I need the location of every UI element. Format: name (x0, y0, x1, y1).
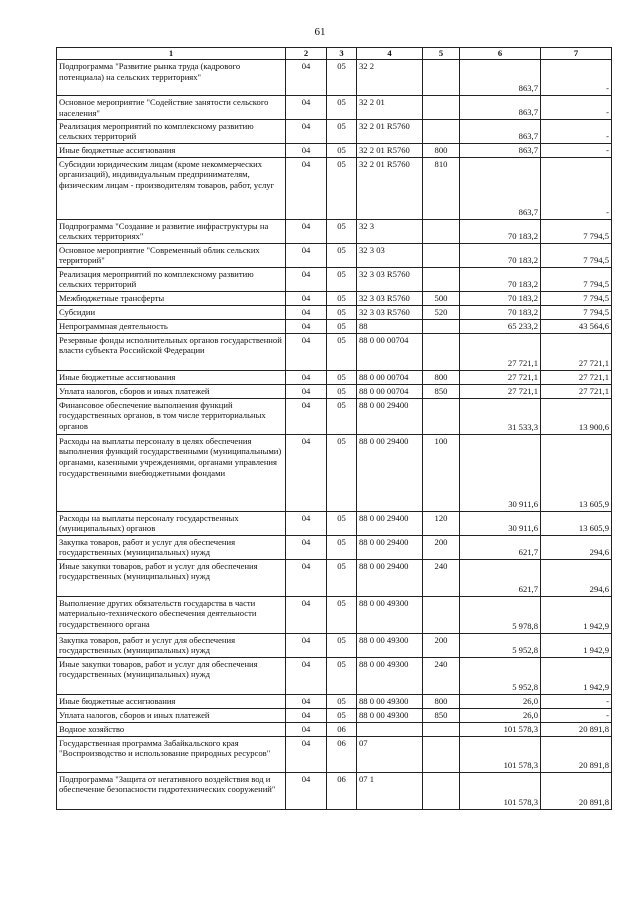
row-subsection-code-cell: 05 (327, 267, 357, 291)
row-expense-type-cell: 500 (423, 291, 460, 305)
row-amount-year1-cell: 5 952,8 (460, 633, 541, 657)
table-row (57, 305, 612, 319)
row-amount-year1-cell: 26,0 (460, 708, 541, 722)
row-amount-year2-cell: - (541, 694, 612, 708)
row-target-article-cell: 07 (357, 736, 423, 772)
row-amount-year2-cell: 20 891,8 (541, 736, 612, 772)
row-subsection-code-cell: 05 (327, 333, 357, 370)
row-expense-type-cell: 520 (423, 305, 460, 319)
row-name-cell: Основное мероприятие "Содействие занятости сельского населения" (57, 96, 286, 120)
row-subsection-code-cell: 05 (327, 305, 357, 319)
row-section-code-cell: 04 (286, 708, 327, 722)
row-expense-type-cell: 100 (423, 434, 460, 511)
row-section-code-cell: 04 (286, 398, 327, 434)
row-target-article-cell: 88 0 00 49300 (357, 633, 423, 657)
row-expense-type-cell (423, 722, 460, 736)
row-amount-year1-cell: 101 578,3 (460, 772, 541, 809)
row-section-code-cell: 04 (286, 384, 327, 398)
row-name-cell: Подпрограмма "Создание и развитие инфраструктуры на сельских территориях" (57, 219, 286, 243)
table-row (57, 511, 612, 535)
row-expense-type-cell: 120 (423, 511, 460, 535)
table-row (57, 559, 612, 596)
row-target-article-cell: 32 3 03 R5760 (357, 291, 423, 305)
row-name-cell: Непрограммная деятельность (57, 319, 286, 333)
table-row (57, 736, 612, 772)
row-name-cell: Иные бюджетные ассигнования (57, 143, 286, 157)
row-amount-year1-cell: 70 183,2 (460, 291, 541, 305)
row-subsection-code-cell: 05 (327, 119, 357, 143)
row-subsection-code-cell: 05 (327, 434, 357, 511)
row-amount-year2-cell: 13 605,9 (541, 434, 612, 511)
row-amount-year2-cell: 27 721,1 (541, 333, 612, 370)
row-target-article-cell: 32 2 01 R5760 (357, 119, 423, 143)
row-target-article-cell: 88 (357, 319, 423, 333)
row-name-cell: Субсидии юридическим лицам (кроме некоммерческих организаций), индивидуальным предпринимателям, физическим лицам - производителям товаров, работ, услуг (57, 157, 286, 219)
row-amount-year2-cell: 7 794,5 (541, 267, 612, 291)
row-target-article-cell: 88 0 00 29400 (357, 559, 423, 596)
row-amount-year2-cell: 7 794,5 (541, 291, 612, 305)
table-header-row (57, 48, 612, 60)
row-amount-year2-cell: 13 900,6 (541, 398, 612, 434)
row-target-article-cell: 88 0 00 29400 (357, 434, 423, 511)
row-amount-year2-cell: 7 794,5 (541, 305, 612, 319)
row-section-code-cell: 04 (286, 511, 327, 535)
row-target-article-cell: 88 0 00 29400 (357, 535, 423, 559)
row-section-code-cell: 04 (286, 319, 327, 333)
row-amount-year2-cell: 27 721,1 (541, 384, 612, 398)
table-row (57, 60, 612, 96)
row-amount-year1-cell: 27 721,1 (460, 384, 541, 398)
row-subsection-code-cell: 05 (327, 535, 357, 559)
table-row (57, 535, 612, 559)
row-amount-year2-cell: 13 605,9 (541, 511, 612, 535)
row-amount-year2-cell: 294,6 (541, 535, 612, 559)
row-section-code-cell: 04 (286, 119, 327, 143)
row-name-cell: Межбюджетные трансферты (57, 291, 286, 305)
row-name-cell: Государственная программа Забайкальского края "Воспроизводство и использование природных ресурсов" (57, 736, 286, 772)
row-expense-type-cell: 240 (423, 657, 460, 694)
row-amount-year1-cell: 31 533,3 (460, 398, 541, 434)
row-expense-type-cell (423, 243, 460, 267)
row-amount-year2-cell: 1 942,9 (541, 657, 612, 694)
column-header: 6 (460, 48, 541, 60)
budget-table (56, 47, 612, 810)
row-name-cell: Водное хозяйство (57, 722, 286, 736)
row-amount-year2-cell: 20 891,8 (541, 772, 612, 809)
table-row (57, 708, 612, 722)
row-amount-year2-cell: 1 942,9 (541, 633, 612, 657)
row-amount-year1-cell: 27 721,1 (460, 370, 541, 384)
row-amount-year1-cell: 70 183,2 (460, 219, 541, 243)
row-amount-year2-cell: - (541, 60, 612, 96)
row-amount-year1-cell: 70 183,2 (460, 267, 541, 291)
row-name-cell: Основное мероприятие "Современный облик сельских территорий" (57, 243, 286, 267)
row-section-code-cell: 04 (286, 267, 327, 291)
table-row (57, 291, 612, 305)
row-section-code-cell: 04 (286, 370, 327, 384)
row-section-code-cell: 04 (286, 434, 327, 511)
row-expense-type-cell (423, 736, 460, 772)
column-header: 2 (286, 48, 327, 60)
row-target-article-cell: 88 0 00 00704 (357, 370, 423, 384)
row-expense-type-cell (423, 267, 460, 291)
row-subsection-code-cell: 05 (327, 511, 357, 535)
row-expense-type-cell: 850 (423, 708, 460, 722)
table-row (57, 722, 612, 736)
row-target-article-cell: 32 3 03 (357, 243, 423, 267)
row-subsection-code-cell: 05 (327, 291, 357, 305)
row-name-cell: Закупка товаров, работ и услуг для обеспечения государственных (муниципальных) нужд (57, 535, 286, 559)
row-subsection-code-cell: 05 (327, 384, 357, 398)
row-subsection-code-cell: 05 (327, 398, 357, 434)
row-section-code-cell: 04 (286, 291, 327, 305)
row-expense-type-cell (423, 333, 460, 370)
row-amount-year1-cell: 26,0 (460, 694, 541, 708)
row-expense-type-cell (423, 772, 460, 809)
row-amount-year1-cell: 863,7 (460, 60, 541, 96)
row-expense-type-cell: 800 (423, 143, 460, 157)
row-expense-type-cell: 810 (423, 157, 460, 219)
row-subsection-code-cell: 05 (327, 319, 357, 333)
row-expense-type-cell: 800 (423, 370, 460, 384)
row-amount-year2-cell: 20 891,8 (541, 722, 612, 736)
table-row (57, 596, 612, 633)
row-amount-year1-cell: 30 911,6 (460, 511, 541, 535)
table-row (57, 384, 612, 398)
row-target-article-cell: 32 2 01 (357, 96, 423, 120)
column-header: 3 (327, 48, 357, 60)
row-name-cell: Финансовое обеспечение выполнения функций государственных органов, в том числе территориальных органов (57, 398, 286, 434)
row-section-code-cell: 04 (286, 736, 327, 772)
row-name-cell: Иные закупки товаров, работ и услуг для обеспечения государственных (муниципальных) нужд (57, 559, 286, 596)
row-expense-type-cell: 850 (423, 384, 460, 398)
row-section-code-cell: 04 (286, 559, 327, 596)
row-section-code-cell: 04 (286, 243, 327, 267)
row-target-article-cell: 88 0 00 00704 (357, 333, 423, 370)
row-name-cell: Подпрограмма "Защита от негативного воздействия вод и обеспечение безопасности гидротехнических сооружений" (57, 772, 286, 809)
row-amount-year1-cell: 863,7 (460, 143, 541, 157)
row-amount-year1-cell: 863,7 (460, 157, 541, 219)
row-amount-year1-cell: 863,7 (460, 96, 541, 120)
row-expense-type-cell (423, 96, 460, 120)
row-amount-year2-cell: - (541, 119, 612, 143)
row-name-cell: Подпрограмма "Развитие рынка труда (кадрового потенциала) на сельских территориях" (57, 60, 286, 96)
row-target-article-cell: 88 0 00 29400 (357, 511, 423, 535)
row-target-article-cell (357, 722, 423, 736)
row-name-cell: Реализация мероприятий по комплексному развитию сельских территорий (57, 267, 286, 291)
row-amount-year1-cell: 621,7 (460, 559, 541, 596)
row-amount-year2-cell: - (541, 143, 612, 157)
row-subsection-code-cell: 05 (327, 708, 357, 722)
row-subsection-code-cell: 06 (327, 722, 357, 736)
row-amount-year2-cell: - (541, 157, 612, 219)
table-row (57, 434, 612, 511)
table-row (57, 694, 612, 708)
row-target-article-cell: 32 3 03 R5760 (357, 267, 423, 291)
table-row (57, 243, 612, 267)
table-row (57, 96, 612, 120)
row-target-article-cell: 88 0 00 00704 (357, 384, 423, 398)
table-row (57, 119, 612, 143)
row-name-cell: Резервные фонды исполнительных органов государственной власти субъекта Российской Федерации (57, 333, 286, 370)
row-name-cell: Иные бюджетные ассигнования (57, 694, 286, 708)
page-number: 61 (314, 26, 326, 38)
row-subsection-code-cell: 06 (327, 736, 357, 772)
row-amount-year1-cell: 65 233,2 (460, 319, 541, 333)
row-amount-year2-cell: 7 794,5 (541, 243, 612, 267)
row-amount-year1-cell: 27 721,1 (460, 333, 541, 370)
table-row (57, 633, 612, 657)
row-expense-type-cell (423, 596, 460, 633)
table-row (57, 157, 612, 219)
row-section-code-cell: 04 (286, 694, 327, 708)
row-target-article-cell: 32 3 (357, 219, 423, 243)
row-expense-type-cell: 200 (423, 633, 460, 657)
row-subsection-code-cell: 05 (327, 657, 357, 694)
table-row (57, 398, 612, 434)
row-name-cell: Иные закупки товаров, работ и услуг для обеспечения государственных (муниципальных) нужд (57, 657, 286, 694)
row-subsection-code-cell: 05 (327, 559, 357, 596)
row-amount-year1-cell: 70 183,2 (460, 243, 541, 267)
row-expense-type-cell: 800 (423, 694, 460, 708)
row-amount-year2-cell: - (541, 96, 612, 120)
row-subsection-code-cell: 05 (327, 96, 357, 120)
row-section-code-cell: 04 (286, 143, 327, 157)
table-row (57, 219, 612, 243)
row-name-cell: Закупка товаров, работ и услуг для обеспечения государственных (муниципальных) нужд (57, 633, 286, 657)
row-expense-type-cell: 240 (423, 559, 460, 596)
row-target-article-cell: 88 0 00 49300 (357, 694, 423, 708)
row-name-cell: Расходы на выплаты персоналу государственных (муниципальных) органов (57, 511, 286, 535)
row-name-cell: Субсидии (57, 305, 286, 319)
row-subsection-code-cell: 05 (327, 370, 357, 384)
table-row (57, 143, 612, 157)
row-amount-year2-cell: 43 564,6 (541, 319, 612, 333)
row-section-code-cell: 04 (286, 722, 327, 736)
row-target-article-cell: 88 0 00 29400 (357, 398, 423, 434)
row-name-cell: Уплата налогов, сборов и иных платежей (57, 384, 286, 398)
row-amount-year1-cell: 70 183,2 (460, 305, 541, 319)
row-target-article-cell: 32 2 01 R5760 (357, 157, 423, 219)
row-subsection-code-cell: 06 (327, 772, 357, 809)
row-expense-type-cell (423, 398, 460, 434)
row-amount-year1-cell: 621,7 (460, 535, 541, 559)
column-header: 1 (57, 48, 286, 60)
row-subsection-code-cell: 05 (327, 243, 357, 267)
row-target-article-cell: 32 2 01 R5760 (357, 143, 423, 157)
row-subsection-code-cell: 05 (327, 633, 357, 657)
table-row (57, 333, 612, 370)
row-section-code-cell: 04 (286, 772, 327, 809)
row-section-code-cell: 04 (286, 305, 327, 319)
row-section-code-cell: 04 (286, 333, 327, 370)
row-amount-year1-cell: 5 978,8 (460, 596, 541, 633)
row-expense-type-cell (423, 119, 460, 143)
row-target-article-cell: 32 3 03 R5760 (357, 305, 423, 319)
row-amount-year2-cell: 294,6 (541, 559, 612, 596)
row-expense-type-cell (423, 319, 460, 333)
row-amount-year2-cell: - (541, 708, 612, 722)
column-header: 7 (541, 48, 612, 60)
row-subsection-code-cell: 05 (327, 694, 357, 708)
row-name-cell: Реализация мероприятий по комплексному развитию сельских территорий (57, 119, 286, 143)
row-section-code-cell: 04 (286, 157, 327, 219)
row-subsection-code-cell: 05 (327, 157, 357, 219)
row-section-code-cell: 04 (286, 657, 327, 694)
row-name-cell: Выполнение других обязательств государства в части материально-технического обеспечения деятельности государственного органа (57, 596, 286, 633)
row-target-article-cell: 07 1 (357, 772, 423, 809)
row-name-cell: Расходы на выплаты персоналу в целях обеспечения выполнения функций государственными (муниципальными) органами, казенными учреждениями, органами управления государственными внебюджетными фондами (57, 434, 286, 511)
row-target-article-cell: 88 0 00 49300 (357, 596, 423, 633)
row-target-article-cell: 88 0 00 49300 (357, 657, 423, 694)
table-row (57, 657, 612, 694)
row-section-code-cell: 04 (286, 96, 327, 120)
row-amount-year1-cell: 30 911,6 (460, 434, 541, 511)
row-expense-type-cell: 200 (423, 535, 460, 559)
row-amount-year1-cell: 5 952,8 (460, 657, 541, 694)
table-row (57, 772, 612, 809)
row-amount-year2-cell: 7 794,5 (541, 219, 612, 243)
row-section-code-cell: 04 (286, 60, 327, 96)
row-expense-type-cell (423, 60, 460, 96)
table-row (57, 319, 612, 333)
row-amount-year2-cell: 27 721,1 (541, 370, 612, 384)
row-expense-type-cell (423, 219, 460, 243)
row-subsection-code-cell: 05 (327, 596, 357, 633)
row-target-article-cell: 88 0 00 49300 (357, 708, 423, 722)
row-subsection-code-cell: 05 (327, 60, 357, 96)
table-row (57, 267, 612, 291)
row-name-cell: Уплата налогов, сборов и иных платежей (57, 708, 286, 722)
row-section-code-cell: 04 (286, 596, 327, 633)
row-name-cell: Иные бюджетные ассигнования (57, 370, 286, 384)
row-section-code-cell: 04 (286, 219, 327, 243)
row-amount-year1-cell: 101 578,3 (460, 736, 541, 772)
column-header: 5 (423, 48, 460, 60)
row-target-article-cell: 32 2 (357, 60, 423, 96)
column-header: 4 (357, 48, 423, 60)
row-subsection-code-cell: 05 (327, 219, 357, 243)
row-amount-year1-cell: 101 578,3 (460, 722, 541, 736)
row-amount-year2-cell: 1 942,9 (541, 596, 612, 633)
row-section-code-cell: 04 (286, 633, 327, 657)
row-amount-year1-cell: 863,7 (460, 119, 541, 143)
table-row (57, 370, 612, 384)
row-subsection-code-cell: 05 (327, 143, 357, 157)
row-section-code-cell: 04 (286, 535, 327, 559)
